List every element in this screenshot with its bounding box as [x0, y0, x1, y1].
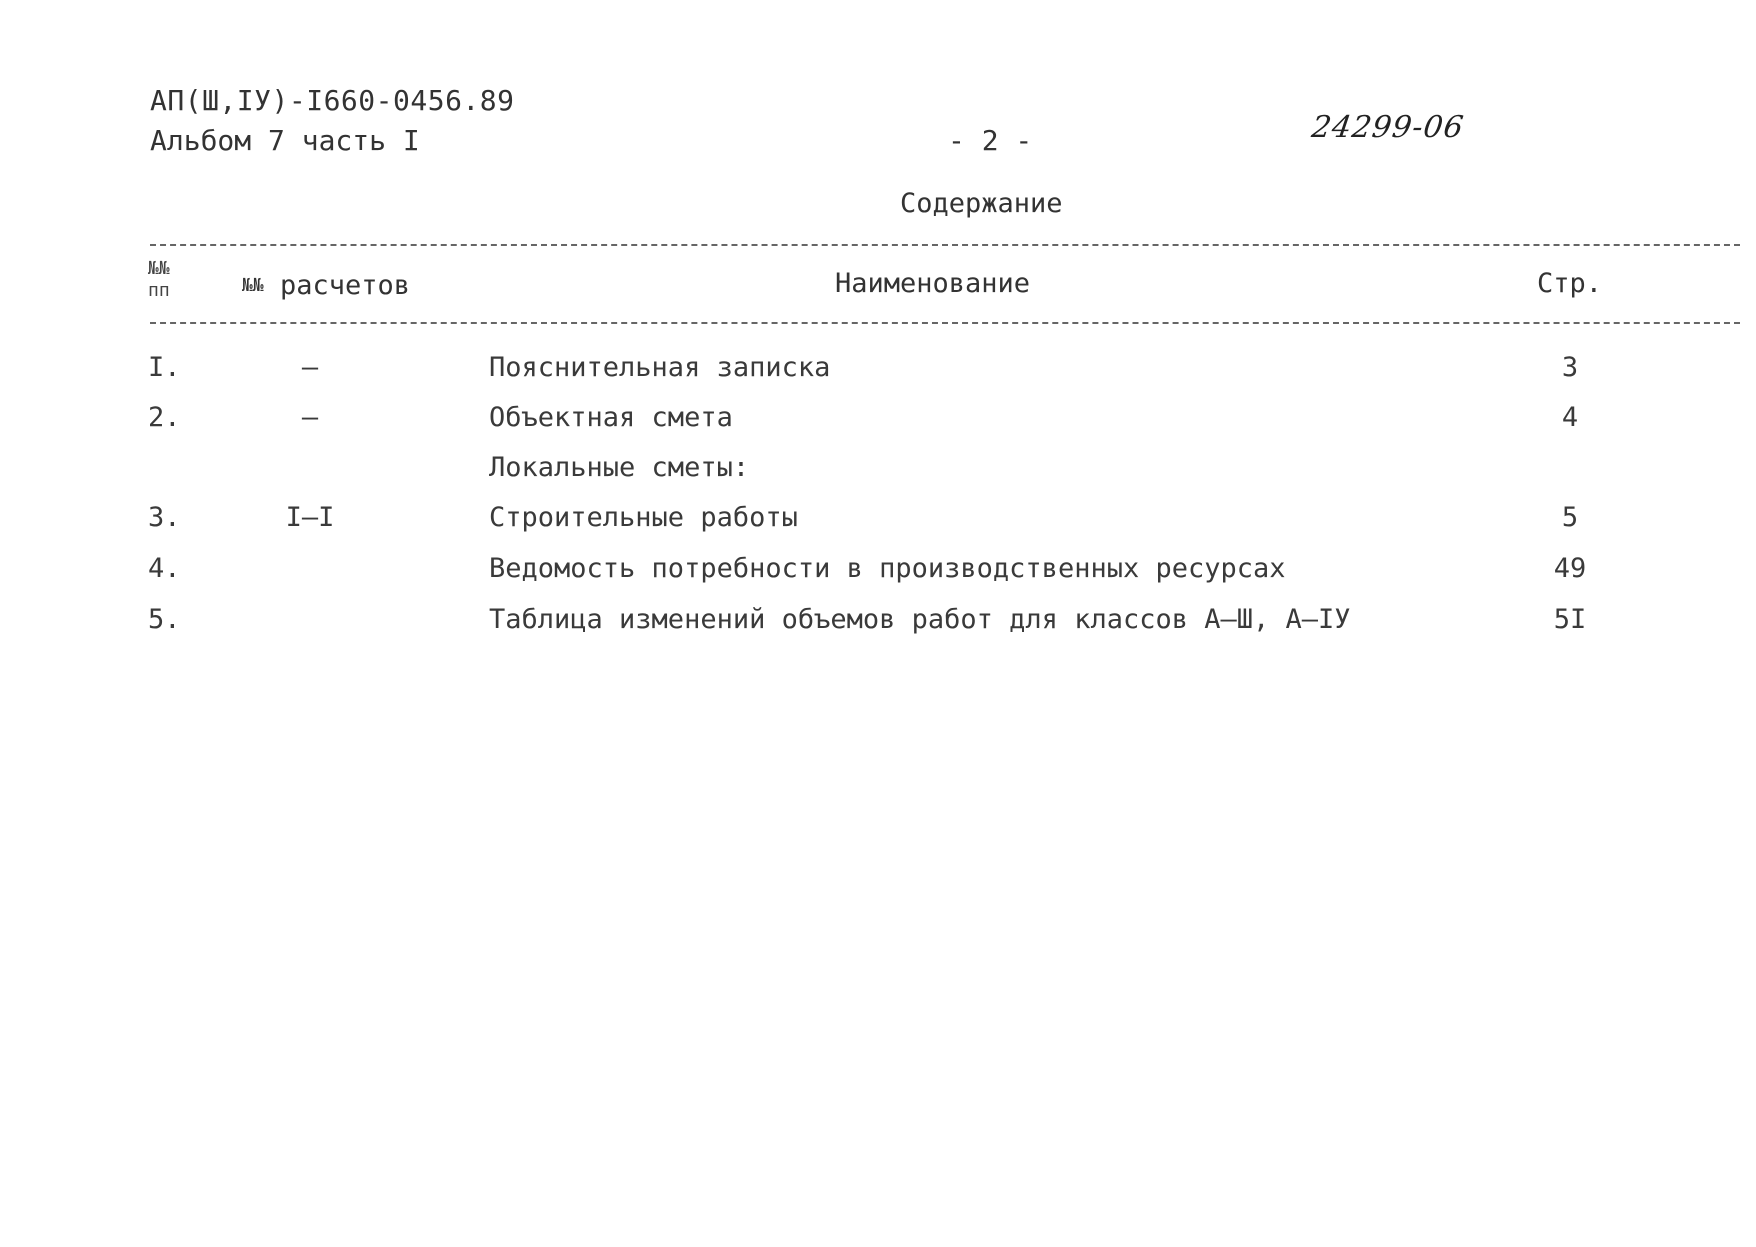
document-code: АП(Ш,IУ)-I660-0456.89: [150, 84, 515, 117]
header-calc-prefix: №№: [242, 275, 264, 296]
table-row: [0, 402, 1756, 442]
header-name-column: Наименование: [835, 268, 1031, 299]
album-label: Альбом 7 часть I: [150, 124, 420, 157]
header-calc-column: [242, 270, 410, 301]
row-page: 5I: [1553, 604, 1587, 635]
row-num: 5.: [148, 604, 181, 635]
table-row: [0, 452, 1756, 492]
header-num-column: [148, 258, 170, 302]
row-num: 3.: [148, 502, 181, 533]
handwritten-number: 24299-06: [1309, 110, 1467, 145]
row-num: 4.: [148, 553, 181, 584]
page-number: - 2 -: [948, 124, 1033, 157]
row-calc: –: [301, 402, 319, 433]
row-page: 3: [1561, 352, 1579, 383]
row-name: Объектная смета: [489, 402, 733, 433]
row-name: Таблица изменений объемов работ для классов А–Ш, А–IУ: [489, 604, 1351, 635]
row-page: 5: [1561, 502, 1579, 533]
header-calc-label: расчетов: [279, 270, 410, 301]
table-row: [0, 604, 1756, 644]
table-row: [0, 553, 1756, 593]
header-num-line2: пп: [148, 280, 170, 301]
row-name: Пояснительная записка: [489, 352, 831, 383]
row-name: Ведомость потребности в производственных ресурсах: [489, 553, 1286, 584]
row-num: 2.: [148, 402, 181, 433]
row-name: Локальные сметы:: [489, 452, 750, 483]
table-row: [0, 502, 1756, 542]
table-header-rule: [150, 322, 1740, 324]
header-page-column: Стр.: [1537, 268, 1603, 299]
table-row: [0, 352, 1756, 392]
row-page: 49: [1553, 553, 1587, 584]
contents-title: Содержание: [900, 188, 1063, 219]
row-num: I.: [148, 352, 181, 383]
row-page: 4: [1561, 402, 1579, 433]
row-name: Строительные работы: [489, 502, 798, 533]
header-num-line1: №№: [148, 258, 170, 279]
row-calc: I–I: [285, 502, 335, 533]
table-top-rule: [150, 244, 1740, 246]
row-calc: –: [301, 352, 319, 383]
